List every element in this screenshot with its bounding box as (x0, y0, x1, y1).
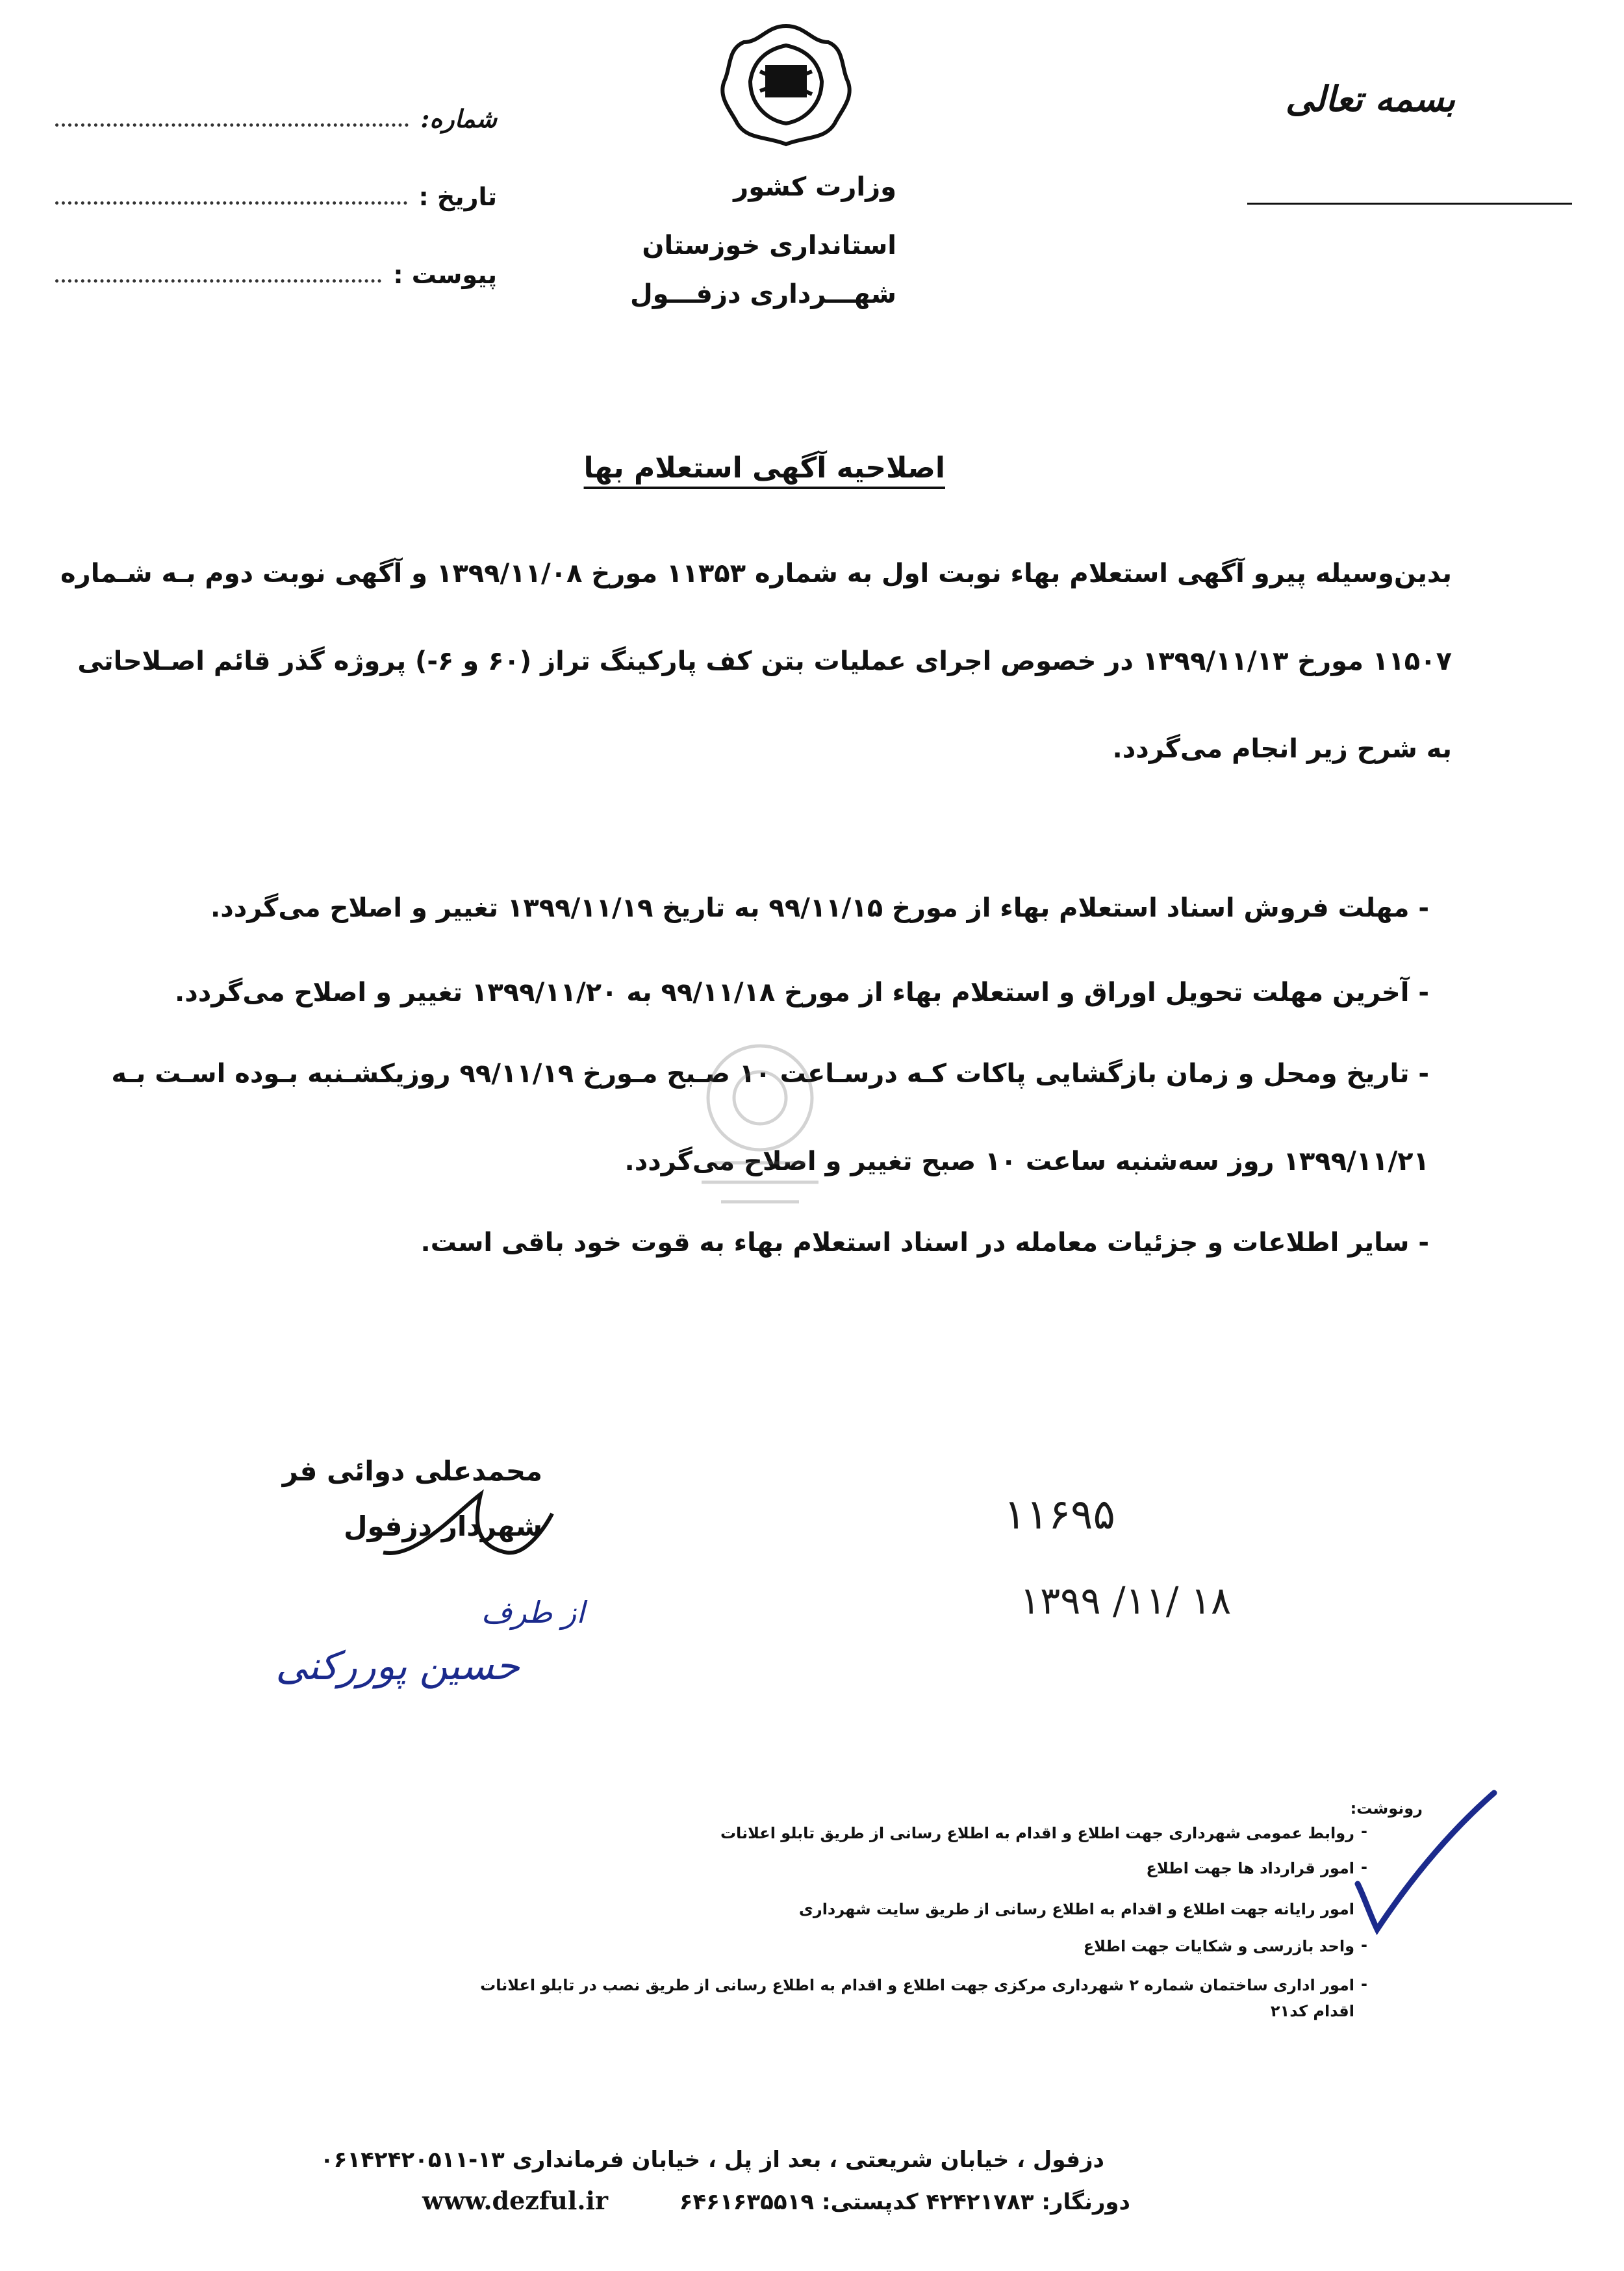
cc-item-5-cont: اقدام کد۲۱ (1270, 2002, 1354, 2020)
intro-line-3: به شرح زیر انجام می‌گردد. (1112, 734, 1452, 764)
number-dots (55, 123, 409, 127)
check-mark-icon (1345, 1786, 1501, 1942)
mayor-role: شهردار دزفول (344, 1510, 542, 1542)
document-title: اصلاحیه آگهی استعلام بها (583, 451, 945, 485)
attachment-label: پیوست : (393, 260, 497, 289)
cc-item-4: واحد بازرسی و شکایات جهت اطلاع (1083, 1937, 1354, 1955)
ministry-name: وزارت کشور (733, 172, 896, 202)
cc-item-2: امور قرارداد ها جهت اطلاع (1146, 1859, 1354, 1877)
cc-item-1: روابط عمومی شهرداری جهت اطلاع و اقدام به اطلاع رسانی از طریق تابلو اعلانات (720, 1824, 1354, 1842)
signer-name: حسین پوررکنی (275, 1643, 520, 1689)
municipality-logo (715, 19, 857, 149)
municipality-name: شهـــرداری دزفـــول (629, 279, 896, 309)
number-label: شماره: (420, 104, 497, 133)
cc-item-3: امور رایانه جهت اطلاع و اقدام به اطلاع رسانی از طریق سایت شهرداری (798, 1900, 1354, 1918)
footer-website[interactable]: www.dezful.ir (422, 2186, 608, 2215)
intro-line-2: ۱۱۵۰۷ مورخ ۱۳۹۹/۱۱/۱۳ در خصوص اجرای عملیات بتن کف پارکینگ تراز (۶۰ و ۶-) پروژه گذر قائم اصـلاحاتی (77, 646, 1452, 676)
footer-address: دزفول ، خیابان شریعتی ، بعد از پل ، خیابان فرمانداری ۱۳-۰۶۱۴۲۴۲۰۵۱۱ (320, 2147, 1104, 2173)
amendment-item-2: - آخرین مهلت تحویل اوراق و استعلام بهاء از مورخ ۹۹/۱۱/۱۸ به ۱۳۹۹/۱۱/۲۰ تغییر و اصلاح می‌گردد. (175, 978, 1429, 1008)
mayor-name: محمدعلی دوائی فر (282, 1455, 542, 1487)
mayor-signature-stroke (377, 1475, 559, 1572)
registration-number: ۱۱۶۹۵ (1004, 1491, 1115, 1539)
number-field (55, 101, 497, 133)
cc-dash-2: - (1361, 1858, 1367, 1876)
cc-dash-4: - (1361, 1936, 1367, 1954)
amendment-item-4: - سایر اطلاعات و جزئیات معامله در اسناد استعلام بهاء به قوت خود باقی است. (420, 1228, 1429, 1258)
cc-dash-1: - (1361, 1822, 1367, 1840)
intro-line-1: بدین‌وسیله پیرو آگهی استعلام بهاء نوبت اول به شماره ۱۱۳۵۳ مورخ ۱۳۹۹/۱۱/۰۸ و آگهی نوبت دوم بـه شـماره (60, 559, 1452, 589)
amendment-item-1: - مهلت فروش اسناد استعلام بهاء از مورخ ۹۹/۱۱/۱۵ به تاریخ ۱۳۹۹/۱۱/۱۹ تغییر و اصلاح می‌گردد. (210, 893, 1429, 923)
amendment-item-3: - تاریخ ومحل و زمان بازگشایی پاکات کـه درسـاعت ۱۰ صـبح مـورخ ۹۹/۱۱/۱۹ روزیکشـنبه بـوده اسـت بـه (111, 1059, 1429, 1089)
header-divider (1247, 203, 1572, 205)
cc-item-5: امور اداری ساختمان شماره ۲ شهرداری مرکزی جهت اطلاع و اقدام به اطلاع رسانی از طریق نصب در تابلو اعلانات (480, 1976, 1354, 1994)
attachment-field (55, 257, 497, 289)
watermark-stamp (676, 1013, 844, 1221)
cc-dash-5: - (1361, 1975, 1367, 1993)
date-field (55, 179, 497, 211)
cc-title: رونوشت: (1350, 1799, 1423, 1818)
amendment-item-3-cont: ۱۳۹۹/۱۱/۲۱ روز سه‌شنبه ساعت ۱۰ صبح تغییر و اصلاح می‌گردد. (624, 1147, 1429, 1176)
date-dots (55, 201, 407, 205)
footer-fax-postal: دورنگار: ۴۲۴۲۱۷۸۳ کدپستی: ۶۴۶۱۶۳۵۵۱۹ (679, 2189, 1130, 2215)
attachment-dots (55, 279, 381, 283)
registration-date: ۱۳۹۹ /۱۱/ ۱۸ (1020, 1579, 1232, 1623)
date-label: تاریخ : (418, 183, 497, 211)
on-behalf-label: از طرف (481, 1595, 585, 1630)
province-name: استانداری خوزستان (642, 231, 896, 260)
basmala: بسمه تعالی (1285, 78, 1455, 120)
